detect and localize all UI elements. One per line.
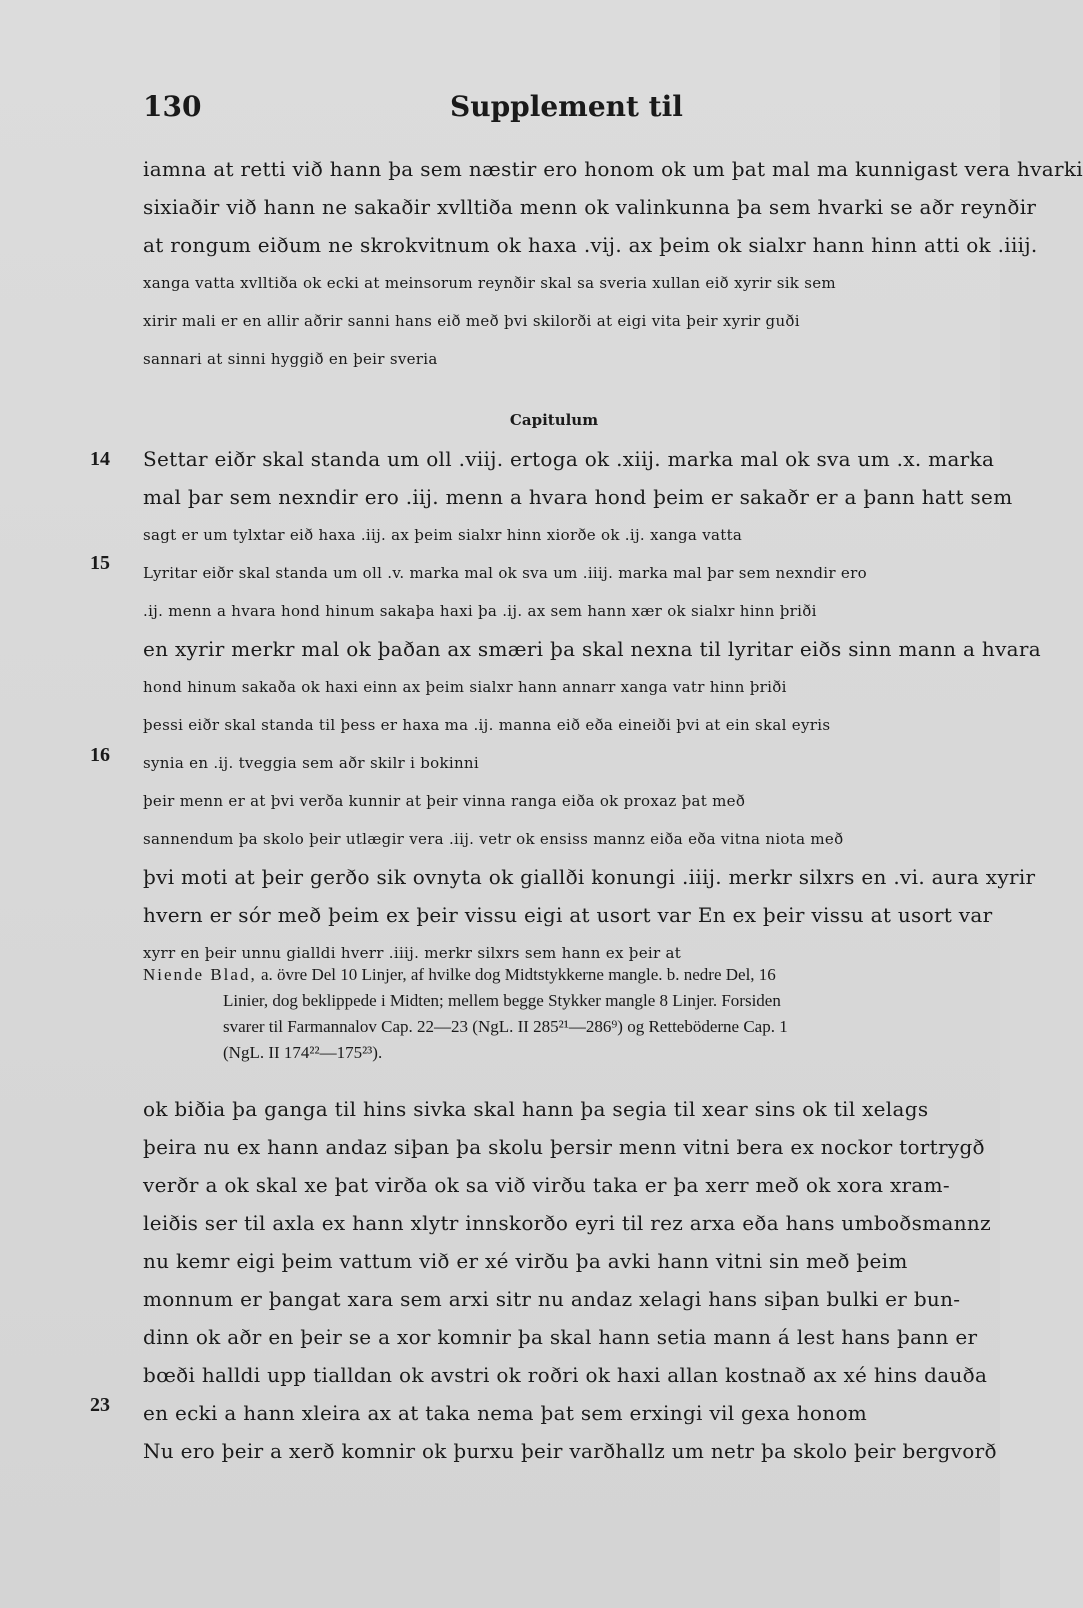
chapter-heading xyxy=(143,405,965,435)
text-line: xanga vatta xvlltiða ok ecki at meinsorum reynðir skal sa sveria xullan eið xyrir sik sem xyxy=(143,274,836,292)
text-line: dinn ok aðr en þeir se a xor komnir þa skal hann setia mann á lest hans þann er xyxy=(143,1325,978,1349)
text-line: Nu ero þeir a xerð komnir ok þurxu þeir varðhallz um netr þa skolo þeir bergvorð xyxy=(143,1439,997,1463)
text-line: monnum er þangat xara sem arxi sitr nu andaz xelagi hans siþan bulki er bun- xyxy=(143,1287,961,1311)
page-number: 130 xyxy=(143,90,202,123)
text-line: synia en .ij. tveggia sem aðr skilr i bokinni xyxy=(143,754,479,772)
text-line: þvi moti at þeir gerðo sik ovnyta ok giallði konungi .iiij. merkr silxrs en .vi. aura xyrir xyxy=(143,865,1036,889)
text-line: .ij. menn a hvara hond hinum sakaþa haxi þa .ij. ax sem hann xær ok sialxr hinn þriði xyxy=(143,602,817,620)
margin-number: 14 xyxy=(90,448,110,470)
text-line: þessi eiðr skal standa til þess er haxa ma .ij. manna eið eða eineiði þvi at ein skal eyris xyxy=(143,716,831,734)
text-block-2 xyxy=(143,440,1041,972)
note-line: (NgL. II 174²²—175²³). xyxy=(223,1043,383,1062)
margin-number: 15 xyxy=(90,552,110,574)
text-line: nu kemr eigi þeim vattum við er xé virðu þa avki hann vitni sin með þeim xyxy=(143,1249,908,1273)
margin-number: 23 xyxy=(90,1394,110,1416)
text-line: iamna at retti við hann þa sem næstir ero honom ok um þat mal ma kunnigast vera hvarki xyxy=(143,157,1083,181)
text-line: mal þar sem nexndir ero .iij. menn a hvara hond þeim er sakaðr er a þann hatt sem xyxy=(143,485,1013,509)
text-line: sannendum þa skolo þeir utlægir vera .iij. vetr ok ensiss mannz eiða eða vitna niota með xyxy=(143,830,844,848)
text-line: xyrr en þeir unnu gialldi hverr .iiij. merkr silxrs sem hann ex þeir at xyxy=(143,944,682,962)
text-line: verðr a ok skal xe þat virða ok sa við virðu taka er þa xerr með ok xora xram- xyxy=(143,1173,950,1197)
text-line: Settar eiðr skal standa um oll .viij. ertoga ok .xiij. marka mal ok sva um .x. marka xyxy=(143,447,995,471)
note-line: Linier, dog beklippede i Midten; mellem begge Stykker mangle 8 Linjer. Forsiden xyxy=(223,991,781,1010)
note-line: svarer til Farmannalov Cap. 22—23 (NgL. II 285²¹—286⁹) og Retteböderne Cap. 1 xyxy=(223,1017,788,1036)
note-text: a. övre Del 10 Linjer, af hvilke dog Midtstykkerne mangle. b. nedre Del, 16 xyxy=(256,965,776,984)
editorial-note xyxy=(143,962,965,1066)
text-block-3 xyxy=(143,1090,997,1470)
text-line: sannari at sinni hyggið en þeir sveria xyxy=(143,350,438,368)
capitulum-heading: Capitulum xyxy=(509,411,599,429)
text-line: hond hinum sakaða ok haxi einn ax þeim sialxr hann annarr xanga vatr hinn þriði xyxy=(143,678,787,696)
text-line: sagt er um tylxtar eið haxa .iij. ax þeim sialxr hinn xiorðe ok .ij. xanga vatta xyxy=(143,526,743,544)
text-line: xirir mali er en allir aðrir sanni hans eið með þvi skilorði at eigi vita þeir xyrir guði xyxy=(143,312,800,330)
note-lead: Niende Blad, xyxy=(143,965,257,984)
page-header xyxy=(0,90,1000,130)
text-line: en xyrir merkr mal ok þaðan ax smæri þa skal nexna til lyritar eiðs sinn mann a hvara xyxy=(143,637,1041,661)
running-title: Supplement til xyxy=(450,90,683,123)
text-line: bœði halldi upp tialldan ok avstri ok roðri ok haxi allan kostnað ax xé hins dauða xyxy=(143,1363,988,1387)
text-block-1 xyxy=(143,150,1083,378)
text-line: þeira nu ex hann andaz siþan þa skolu þersir menn vitni bera ex nockor tortrygð xyxy=(143,1135,985,1159)
note-line xyxy=(143,962,965,988)
text-line: Lyritar eiðr skal standa um oll .v. marka mal ok sva um .iiij. marka mal þar sem nexndir ero xyxy=(143,564,867,582)
margin-number: 16 xyxy=(90,744,110,766)
text-line: at rongum eiðum ne skrokvitnum ok haxa .vij. ax þeim ok sialxr hann hinn atti ok .iiij. xyxy=(143,233,1038,257)
text-line: leiðis ser til axla ex hann xlytr innskorðo eyri til rez arxa eða hans umboðsmannz xyxy=(143,1211,991,1235)
text-line: ok biðia þa ganga til hins sivka skal hann þa segia til xear sins ok til xelags xyxy=(143,1097,929,1121)
text-line: hvern er sór með þeim ex þeir vissu eigi at usort var En ex þeir vissu at usort var xyxy=(143,903,993,927)
text-line: sixiaðir við hann ne sakaðir xvlltiða menn ok valinkunna þa sem hvarki se aðr reynðir xyxy=(143,195,1037,219)
text-line: en ecki a hann xleira ax at taka nema þat sem erxingi vil gexa honom xyxy=(143,1401,868,1425)
text-line: þeir menn er at þvi verða kunnir at þeir vinna ranga eiða ok proxaz þat með xyxy=(143,792,746,810)
